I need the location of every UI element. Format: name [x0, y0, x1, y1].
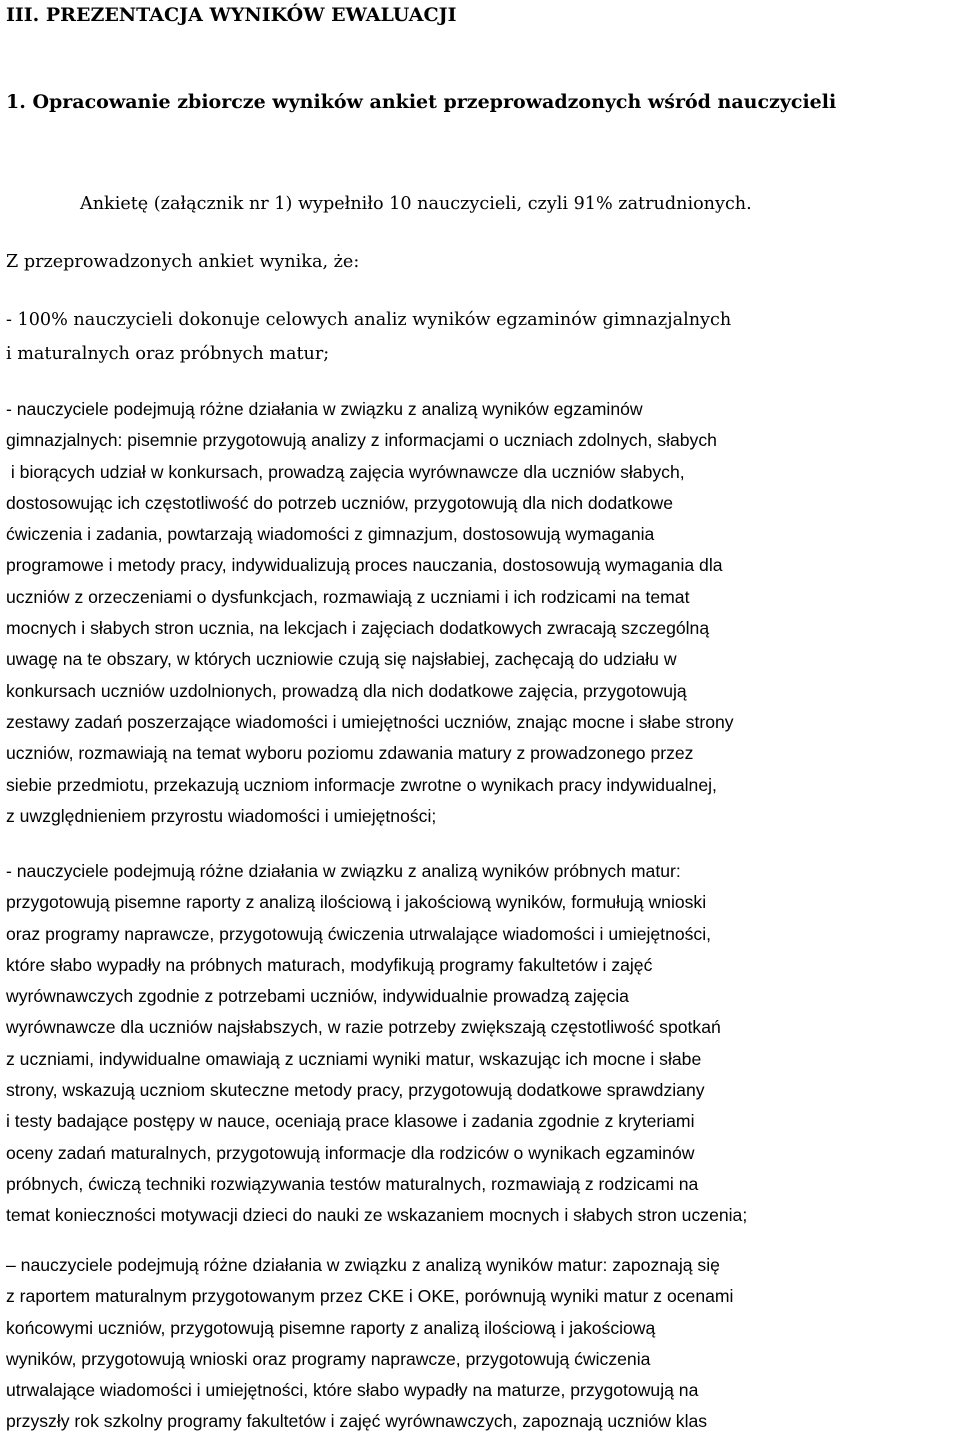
- point2-line: dostosowując ich częstotliwość do potrzeb uczniów, przygotowują dla nich dodatkowe: [6, 492, 673, 513]
- point3-line: strony, wskazują uczniom skuteczne metody pracy, przygotowują dodatkowe sprawdziany: [6, 1080, 705, 1101]
- point3-line: temat konieczności motywacji dzieci do nauki ze wskazaniem mocnych i słabych stron uczenia;: [6, 1205, 748, 1226]
- intro-paragraph: Ankietę (załącznik nr 1) wypełniło 10 nauczycieli, czyli 91% zatrudnionych.: [80, 194, 752, 214]
- point1-line-2: i maturalnych oraz próbnych matur;: [6, 344, 330, 364]
- point3-paragraph: [6, 856, 958, 1232]
- point3-line: i testy badające postępy w nauce, oceniają prace klasowe i zadania zgodnie z kryteriami: [6, 1111, 695, 1132]
- point2-line: programowe i metody pracy, indywidualizują proces nauczania, dostosowują wymagania dla: [6, 555, 723, 576]
- point4-paragraph: [6, 1250, 958, 1438]
- point2-line: uczniów z orzeczeniami o dysfunkcjach, rozmawiają z uczniami i ich rodzicami na temat: [6, 586, 690, 607]
- point2-line: z uwzględnieniem przyrostu wiadomości i umiejętności;: [6, 805, 437, 826]
- point3-line: wyrównawcze dla uczniów najsłabszych, w razie potrzeby zwiększają częstotliwość spotkań: [6, 1017, 721, 1038]
- point3-line: - nauczyciele podejmują różne działania w związku z analizą wyników próbnych matur:: [6, 861, 681, 881]
- point3-line: które słabo wypadły na próbnych maturach, modyfikują programy fakultetów i zajęć: [6, 954, 653, 975]
- point2-line: - nauczyciele podejmują różne działania w związku z analizą wyników egzaminów: [6, 399, 643, 419]
- point2-line: gimnazjalnych: pisemnie przygotowują analizy z informacjami o uczniach zdolnych, słabych: [6, 430, 717, 451]
- point3-line: z uczniami, indywidualne omawiają z uczniami wyniki matur, wskazując ich mocne i słabe: [6, 1048, 702, 1069]
- point4-line: z raportem maturalnym przygotowanym przez CKE i OKE, porównują wyniki matur z ocenami: [6, 1286, 734, 1307]
- lead-paragraph: Z przeprowadzonych ankiet wynika, że:: [6, 252, 360, 272]
- point2-line: mocnych i słabych stron ucznia, na lekcjach i zajęciach dodatkowych zwracają szczególną: [6, 618, 710, 639]
- point4-line: utrwalające wiadomości i umiejętności, które słabo wypadły na maturze, przygotowują na: [6, 1380, 699, 1401]
- point4-line: wyników, przygotowują wnioski oraz programy naprawcze, przygotowują ćwiczenia: [6, 1348, 651, 1369]
- point1-line-1: - 100% nauczycieli dokonuje celowych analiz wyników egzaminów gimnazjalnych: [6, 310, 732, 330]
- point4-line: przyszły rok szkolny programy fakultetów i zajęć wyrównawczych, zapoznają uczniów klas: [6, 1411, 708, 1432]
- point2-line: uczniów, rozmawiają na temat wyboru poziomu zdawania matury z prowadzonego przez: [6, 743, 694, 764]
- point2-line: i biorących udział w konkursach, prowadzą zajęcia wyrównawcze dla uczniów słabych,: [6, 461, 685, 482]
- point2-line: siebie przedmiotu, przekazują uczniom informacje zwrotne o wynikach pracy indywidualnej,: [6, 774, 717, 795]
- point3-line: przygotowują pisemne raporty z analizą ilościową i jakościową wyników, formułują wnioski: [6, 892, 707, 913]
- point2-line: ćwiczenia i zadania, powtarzają wiadomości z gimnazjum, dostosowują wymagania: [6, 524, 655, 545]
- point3-line: oraz programy naprawcze, przygotowują ćwiczenia utrwalające wiadomości i umiejętności,: [6, 923, 712, 944]
- point4-line: końcowymi uczniów, przygotowują pisemne raporty z analizą ilościową i jakościową: [6, 1317, 656, 1338]
- point4-line: – nauczyciele podejmują różne działania w związku z analizą wyników matur: zapoznają się: [6, 1255, 720, 1275]
- section-heading: III. PREZENTACJA WYNIKÓW EWALUACJI: [6, 4, 457, 26]
- point3-line: wyrównawczych zgodnie z potrzebami uczniów, indywidualnie prowadzą zajęcia: [6, 986, 629, 1007]
- subsection-heading: 1. Opracowanie zbiorcze wyników ankiet przeprowadzonych wśród nauczycieli: [6, 91, 837, 113]
- point2-paragraph: [6, 394, 958, 832]
- point2-line: zestawy zadań poszerzające wiadomości i umiejętności uczniów, znając mocne i słabe strony: [6, 711, 734, 732]
- point2-line: uwagę na te obszary, w których uczniowie czują się najsłabiej, zachęcają do udziału w: [6, 649, 677, 670]
- point3-line: próbnych, ćwiczą techniki rozwiązywania testów maturalnych, rozmawiają z rodzicami na: [6, 1173, 699, 1194]
- point3-line: oceny zadań maturalnych, przygotowują informacje dla rodziców o wynikach egzaminów: [6, 1142, 695, 1163]
- point2-line: konkursach uczniów uzdolnionych, prowadzą dla nich dodatkowe zajęcia, przygotowują: [6, 680, 687, 701]
